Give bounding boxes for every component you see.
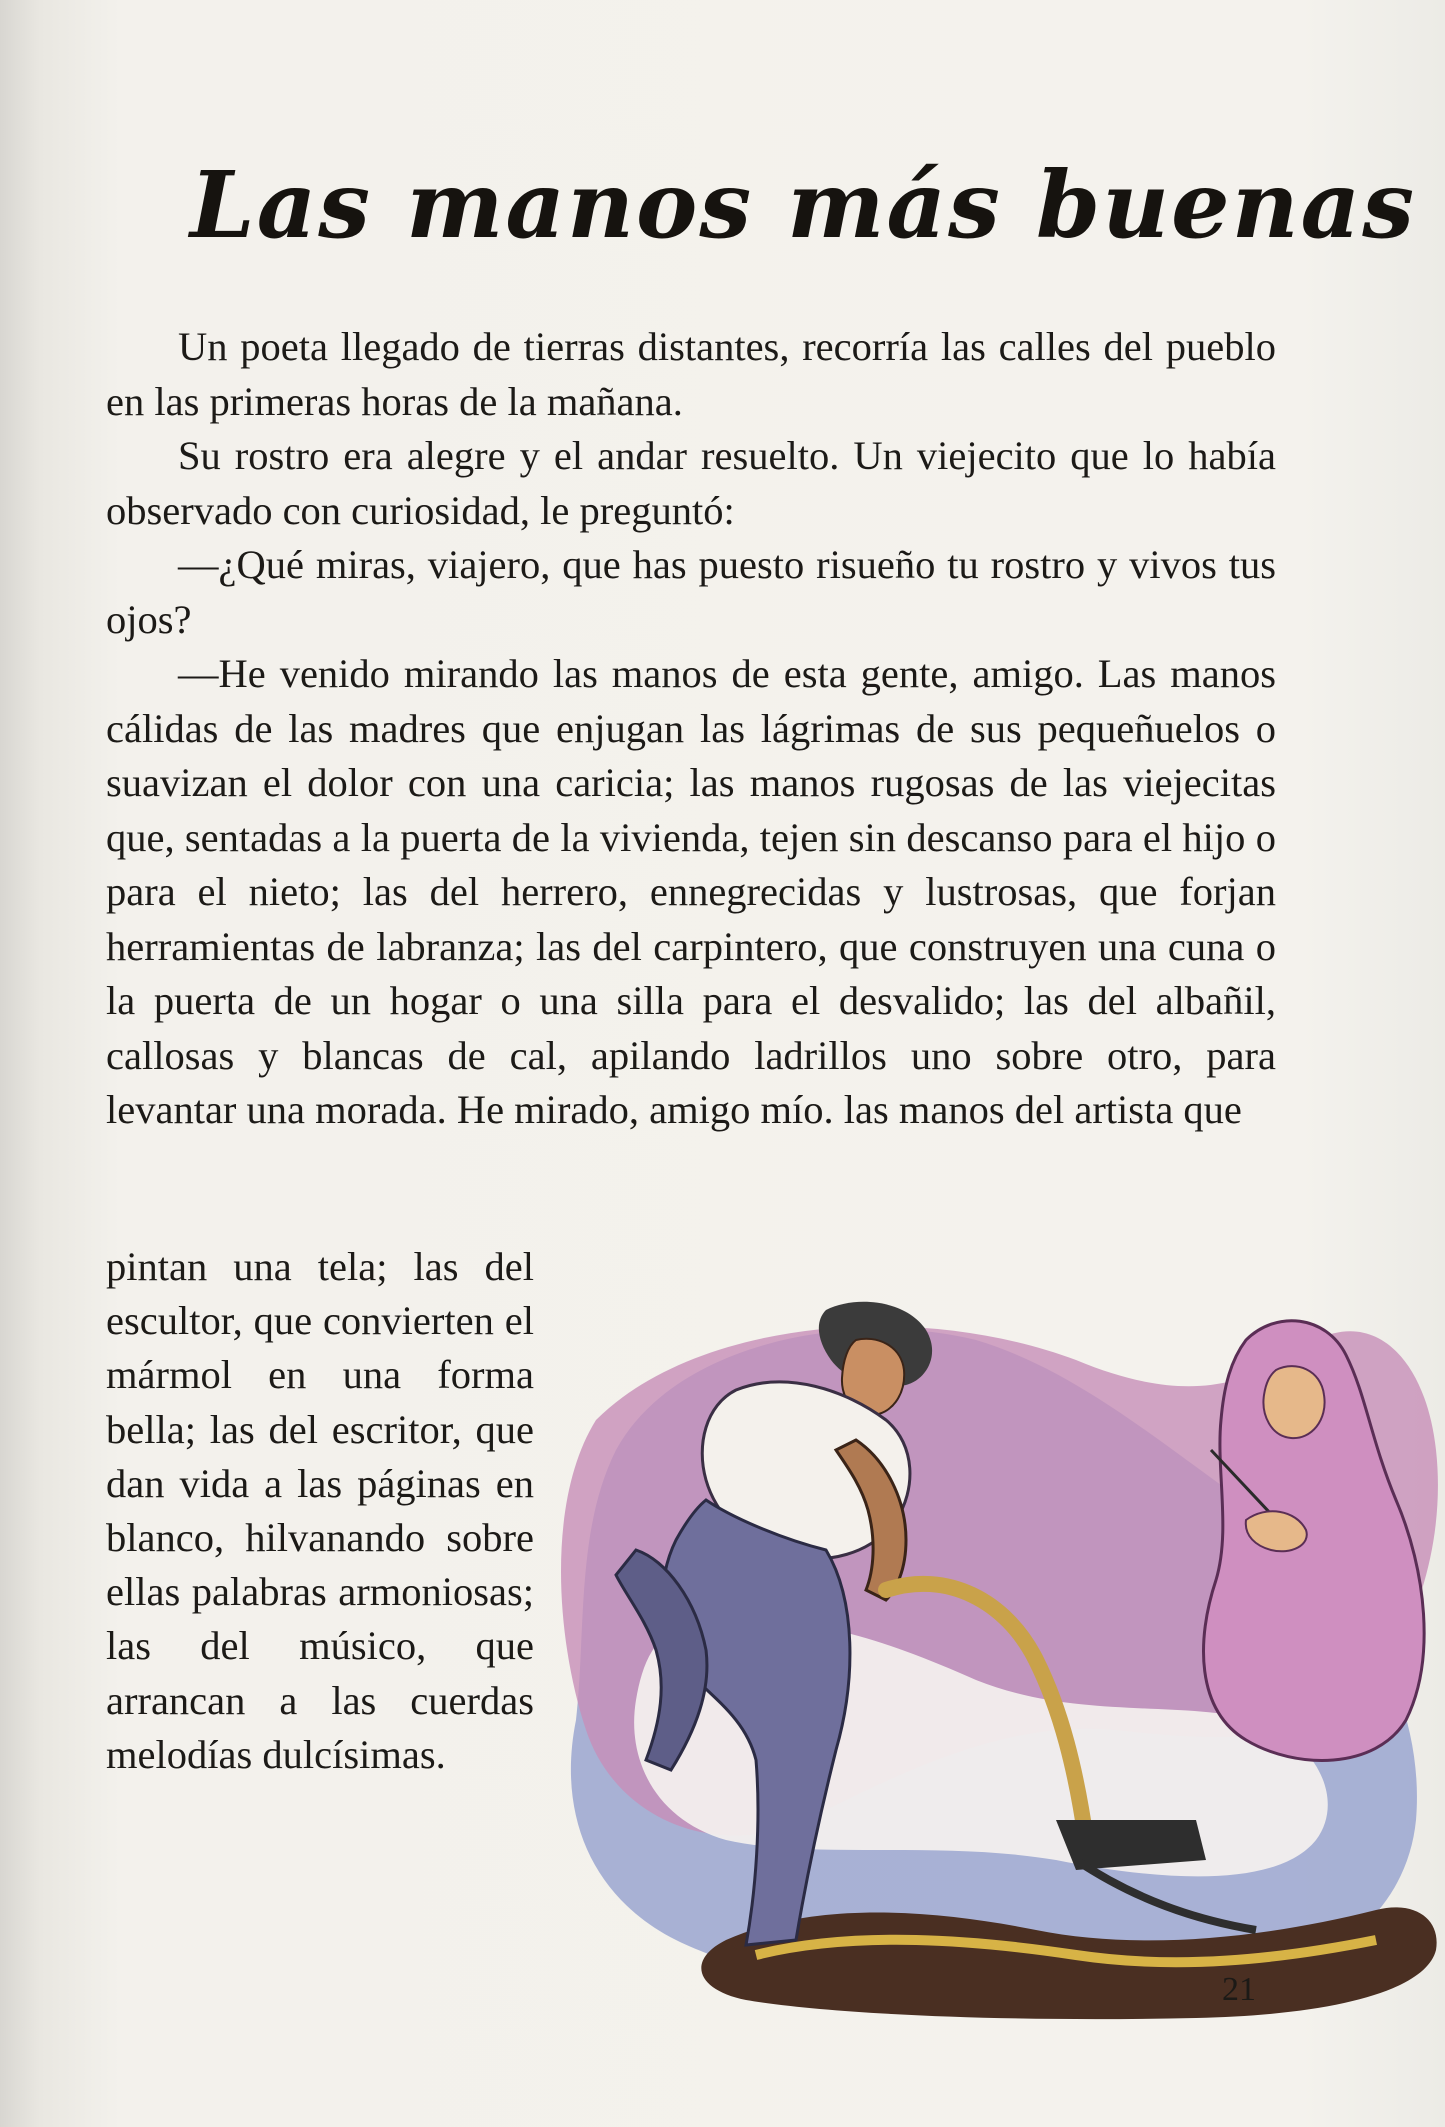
- story-text: [106, 320, 1276, 1138]
- paragraph-5-wrapped: pintan una tela; las del escultor, que convierten el mármol en una forma bella; las del escritor, que dan vida a las páginas en blanco, hilvanando sobre ellas palabras armoniosas; las del músico, que arrancan a las cuerdas melodías dulcísimas.: [106, 1244, 534, 1777]
- page-title: Las manos más buenas: [190, 151, 1416, 259]
- paragraph-1: Un poeta llegado de tierras distantes, recorría las calles del pueblo en las primeras horas de la mañana.: [106, 324, 1276, 424]
- paragraph-3: —¿Qué miras, viajero, que has puesto risueño tu rostro y vivos tus ojos?: [106, 542, 1276, 642]
- plowman-and-knitting-woman-illustration: [556, 1300, 1445, 2020]
- paragraph-4: —He venido mirando las manos de esta gente, amigo. Las manos cálidas de las madres que enjugan las lágrimas de sus pequeñuelos o suavizan el dolor con una caricia; las manos rugosas de las viejecitas que, sentadas a la puerta de la vivienda, tejen sin descanso para el hijo o para el nieto; las del herrero, ennegrecidas y lustrosas, que forjan herramientas de labranza; las del carpintero, que construyen una cuna o la puerta de un hogar o una silla para el desvalido; las del albañil, callosas y blancas de cal, apilando ladrillos uno sobre otro, para levantar una morada. He mirado, amigo mío. las manos del artista que: [106, 651, 1276, 1132]
- page-number: 21: [1222, 1971, 1256, 2008]
- woman-face-shape: [1263, 1366, 1324, 1438]
- paragraph-2: Su rostro era alegre y el andar resuelto. Un viejecito que lo había observado con curiosidad, le preguntó:: [106, 433, 1276, 533]
